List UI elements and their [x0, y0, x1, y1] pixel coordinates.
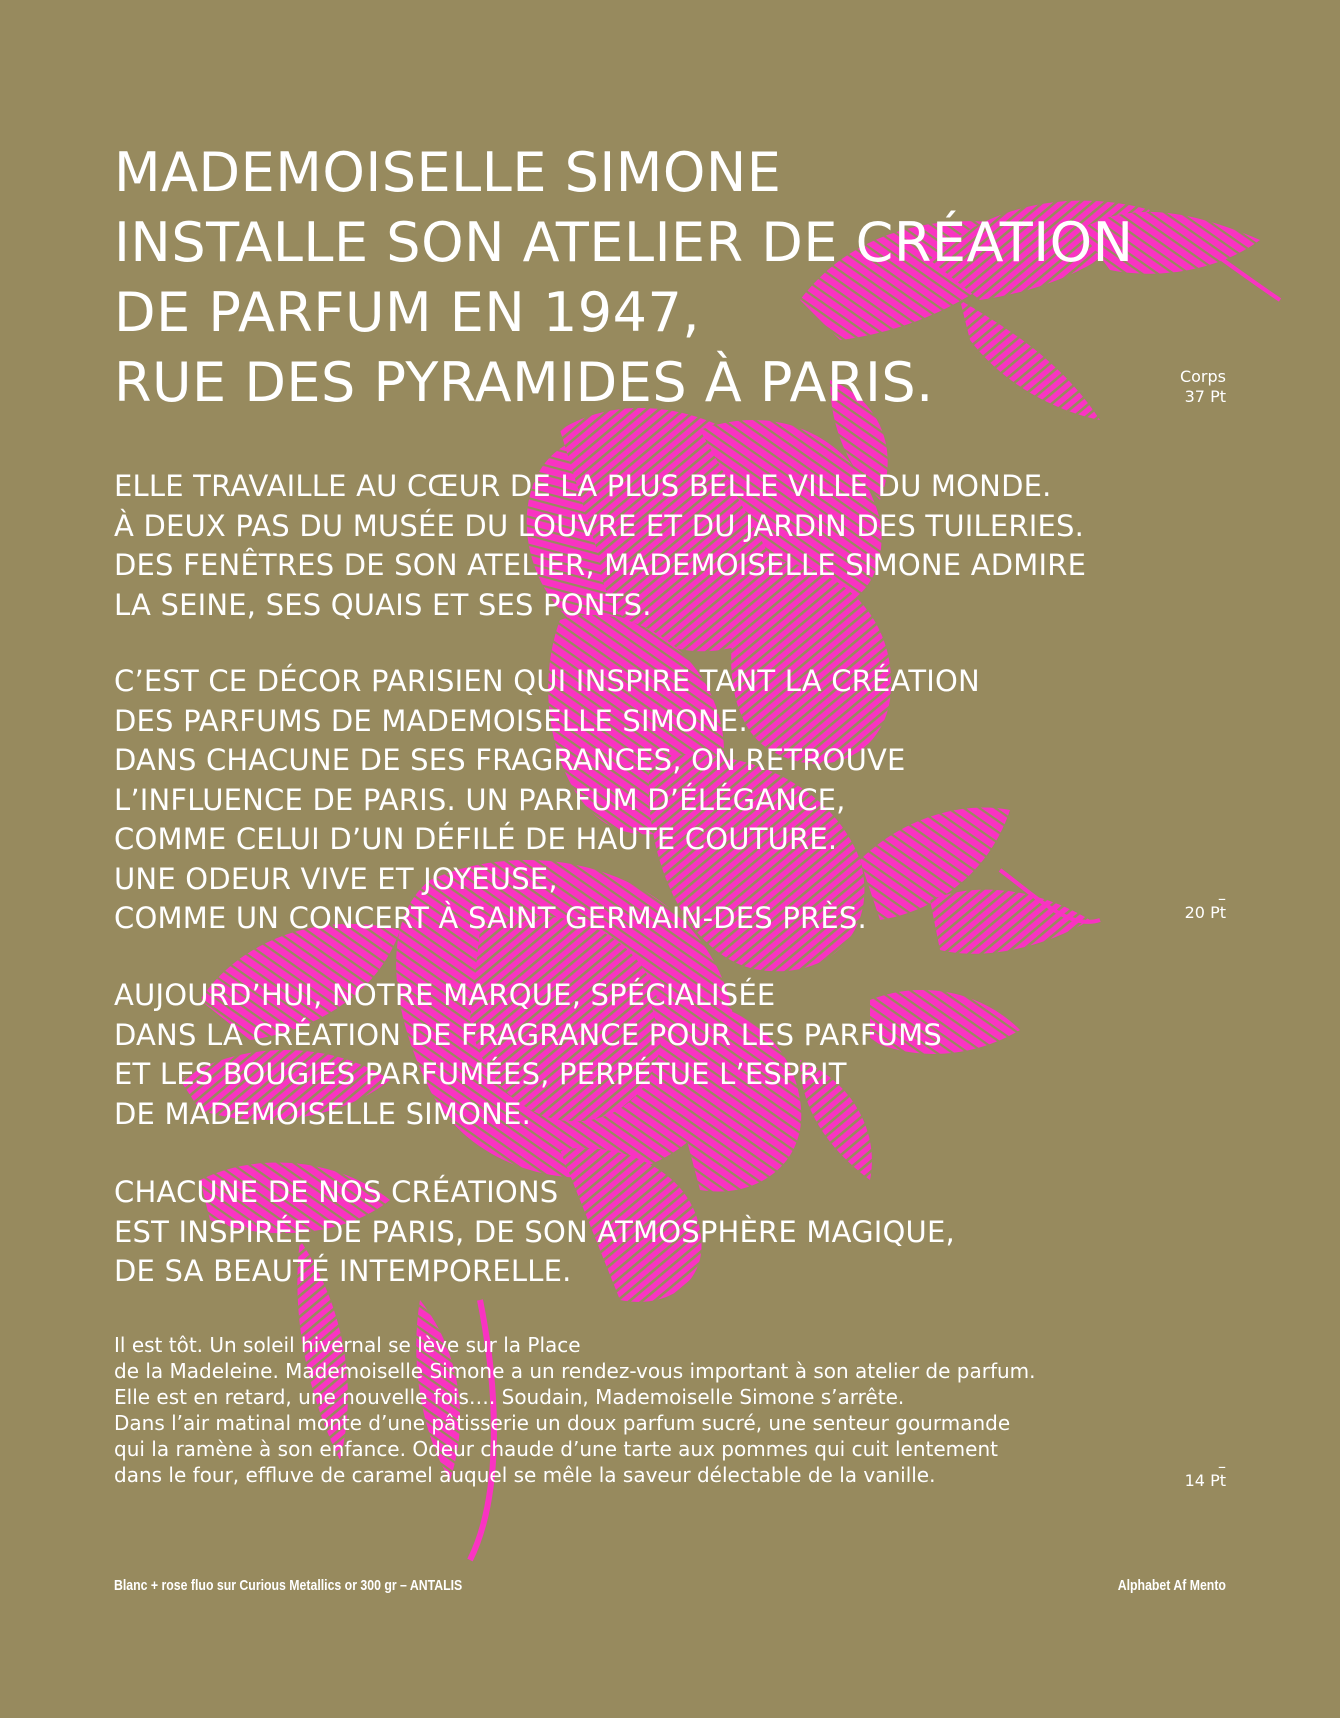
body-line: dans le four, effluve de caramel auquel se mêle la saveur délectable de la vanille. — [114, 1463, 936, 1487]
size-label-14pt — [1184, 1457, 1226, 1491]
paragraph-line: À DEUX PAS DU MUSÉE DU LOUVRE ET DU JARDIN DES TUILERIES. — [114, 508, 1085, 543]
paragraph-2 — [114, 662, 980, 939]
paragraph-4 — [114, 1173, 955, 1292]
headline — [114, 138, 1134, 418]
paragraph-line: DANS LA CRÉATION DE FRAGRANCE POUR LES PARFUMS — [114, 1017, 942, 1052]
headline-line: RUE DES PYRAMIDES À PARIS. — [114, 351, 934, 414]
paragraph-line: LA SEINE, SES QUAIS ET SES PONTS. — [114, 587, 652, 622]
paragraph-line: DES PARFUMS DE MADEMOISELLE SIMONE. — [114, 703, 748, 738]
size-label-value: 37 Pt — [1184, 387, 1226, 406]
paragraph-line: EST INSPIRÉE DE PARIS, DE SON ATMOSPHÈRE MAGIQUE, — [114, 1214, 955, 1249]
footer-paper-credit: Blanc + rose fluo sur Curious Metallics or 300 gr – ANTALIS — [114, 1577, 463, 1594]
paragraph-line: L’INFLUENCE DE PARIS. UN PARFUM D’ÉLÉGANCE, — [114, 782, 846, 817]
size-label-20pt — [1184, 889, 1226, 923]
size-label-37pt — [1180, 367, 1226, 407]
size-label-value: 14 Pt — [1184, 1471, 1226, 1490]
paragraph-3 — [114, 976, 942, 1134]
paragraph-line: ELLE TRAVAILLE AU CŒUR DE LA PLUS BELLE VILLE DU MONDE. — [114, 469, 1052, 503]
body-line: Dans l’air matinal monte d’une pâtisserie un doux parfum sucré, une senteur gourmande — [114, 1411, 1011, 1435]
paragraph-1 — [114, 467, 1086, 625]
paragraph-line: DES FENÊTRES DE SON ATELIER, MADEMOISELLE SIMONE ADMIRE — [114, 548, 1087, 582]
paragraph-line: COMME UN CONCERT À SAINT GERMAIN-DES PRÈS. — [114, 901, 867, 935]
footer-typeface-name: Alphabet Af Mento — [1117, 1577, 1226, 1594]
size-label-value: 20 Pt — [1184, 903, 1226, 922]
paragraph-line: COMME CELUI D’UN DÉFILÉ DE HAUTE COUTURE. — [114, 822, 838, 856]
body-line: de la Madeleine. Mademoiselle Simone a un rendez-vous important à son atelier de parfum. — [114, 1359, 1036, 1383]
size-label-caption: Corps — [1179, 367, 1226, 386]
body-text-14pt — [114, 1332, 1036, 1488]
paragraph-line: DANS CHACUNE DE SES FRAGRANCES, ON RETROUVE — [114, 743, 906, 777]
size-label-dash: – — [1218, 1457, 1226, 1476]
headline-line: MADEMOISELLE SIMONE — [114, 141, 782, 204]
paragraph-line: C’EST CE DÉCOR PARISIEN QUI INSPIRE TANT LA CRÉATION — [114, 664, 980, 698]
paragraph-line: AUJOURD’HUI, NOTRE MARQUE, SPÉCIALISÉE — [114, 978, 776, 1012]
headline-line: DE PARFUM EN 1947, — [114, 281, 701, 344]
paragraph-line: DE MADEMOISELLE SIMONE. — [114, 1096, 532, 1131]
body-line: qui la ramène à son enfance. Odeur chaude d’une tarte aux pommes qui cuit lentement — [114, 1437, 998, 1461]
paragraph-line: DE SA BEAUTÉ INTEMPORELLE. — [114, 1254, 572, 1288]
paragraph-line: UNE ODEUR VIVE ET JOYEUSE, — [114, 861, 558, 896]
headline-line: INSTALLE SON ATELIER DE CRÉATION — [114, 211, 1134, 274]
paragraph-line: CHACUNE DE NOS CRÉATIONS — [114, 1175, 559, 1209]
body-line: Il est tôt. Un soleil hivernal se lève sur la Place — [114, 1333, 581, 1357]
body-line: Elle est en retard, une nouvelle fois…. Soudain, Mademoiselle Simone s’arrête. — [114, 1385, 905, 1409]
size-label-dash: – — [1218, 889, 1226, 908]
paragraph-line: ET LES BOUGIES PARFUMÉES, PERPÉTUE L’ESPRIT — [114, 1057, 847, 1091]
